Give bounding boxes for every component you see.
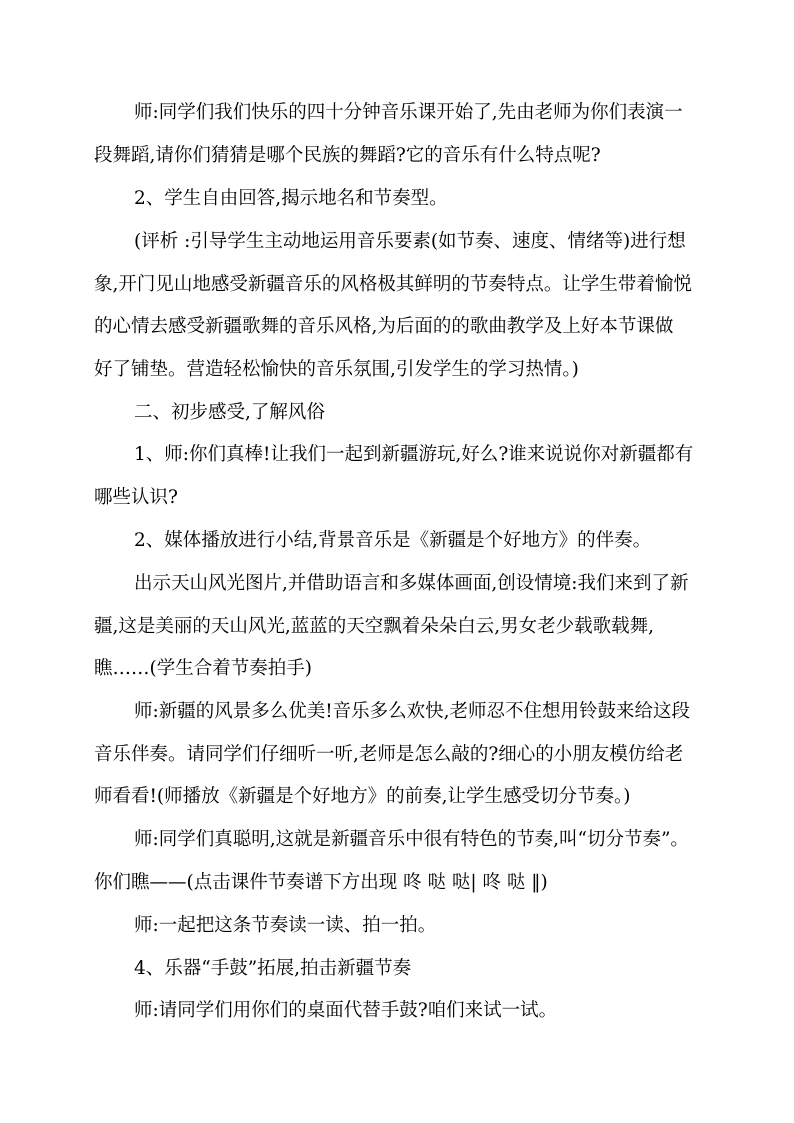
text-line-6: 的心情去感受新疆歌舞的音乐风格,为后面的的歌曲教学及上好本节课做 [94, 316, 674, 337]
text-line-15: 师:新疆的风景多么优美!音乐多么欢快,老师忍不住想用铃鼓来给这段 [134, 701, 691, 722]
text-line-13: 疆,这是美丽的天山风光,蓝蓝的天空飘着朵朵白云,男女老少载歌载舞, [94, 616, 655, 637]
text-line-1: 师:同学们我们快乐的四十分钟音乐课开始了,先由老师为你们表演一 [134, 102, 683, 123]
text-line-16: 音乐伴奏。请同学们仔细听一听,老师是怎么敲的?细心的小朋友模仿给老 [94, 744, 684, 765]
text-line-12: 出示天山风光图片,并借助语言和多媒体画面,创设情境:我们来到了新 [134, 573, 689, 594]
text-line-17: 师看看!(师播放《新疆是个好地方》的前奏,让学生感受切分节奏。) [94, 786, 631, 807]
text-line-22: 师:请同学们用你们的桌面代替手鼓?咱们来试一试。 [134, 1000, 558, 1021]
text-line-3: 2、学生自由回答,揭示地名和节奏型。 [134, 188, 448, 209]
text-line-5: 象,开门见山地感受新疆音乐的风格极其鲜明的节奏特点。让学生带着愉悦 [94, 274, 692, 295]
text-line-18: 师:同学们真聪明,这就是新疆音乐中很有特色的节奏,叫“切分节奏”。 [134, 829, 689, 850]
text-line-7: 好了铺垫。营造轻松愉快的音乐氛围,引发学生的学习热情。) [94, 359, 579, 380]
text-line-21: 4、乐器“手鼓”拓展,拍击新疆节奏 [134, 958, 412, 979]
text-line-4: (评析 :引导学生主动地运用音乐要素(如节奏、速度、情绪等)进行想 [134, 231, 686, 252]
text-line-20: 师:一起把这条节奏读一读、拍一拍。 [134, 915, 437, 936]
text-line-9: 1、师:你们真棒!让我们一起到新疆游玩,好么?谁来说说你对新疆都有 [134, 444, 694, 465]
section-heading: 二、初步感受,了解风俗 [134, 402, 325, 423]
text-line-2: 段舞蹈,请你们猜猜是哪个民族的舞蹈?它的音乐有什么特点呢? [94, 145, 601, 166]
text-line-11: 2、媒体播放进行小结,背景音乐是《新疆是个好地方》的伴奏。 [134, 530, 652, 551]
text-line-19: 你们瞧——(点击课件节奏谱下方出现 咚 哒 哒| 咚 哒 ‖) [94, 872, 548, 893]
text-line-14: 瞧……(学生合着节奏拍手) [94, 658, 312, 679]
text-line-10: 哪些认识? [94, 487, 178, 508]
